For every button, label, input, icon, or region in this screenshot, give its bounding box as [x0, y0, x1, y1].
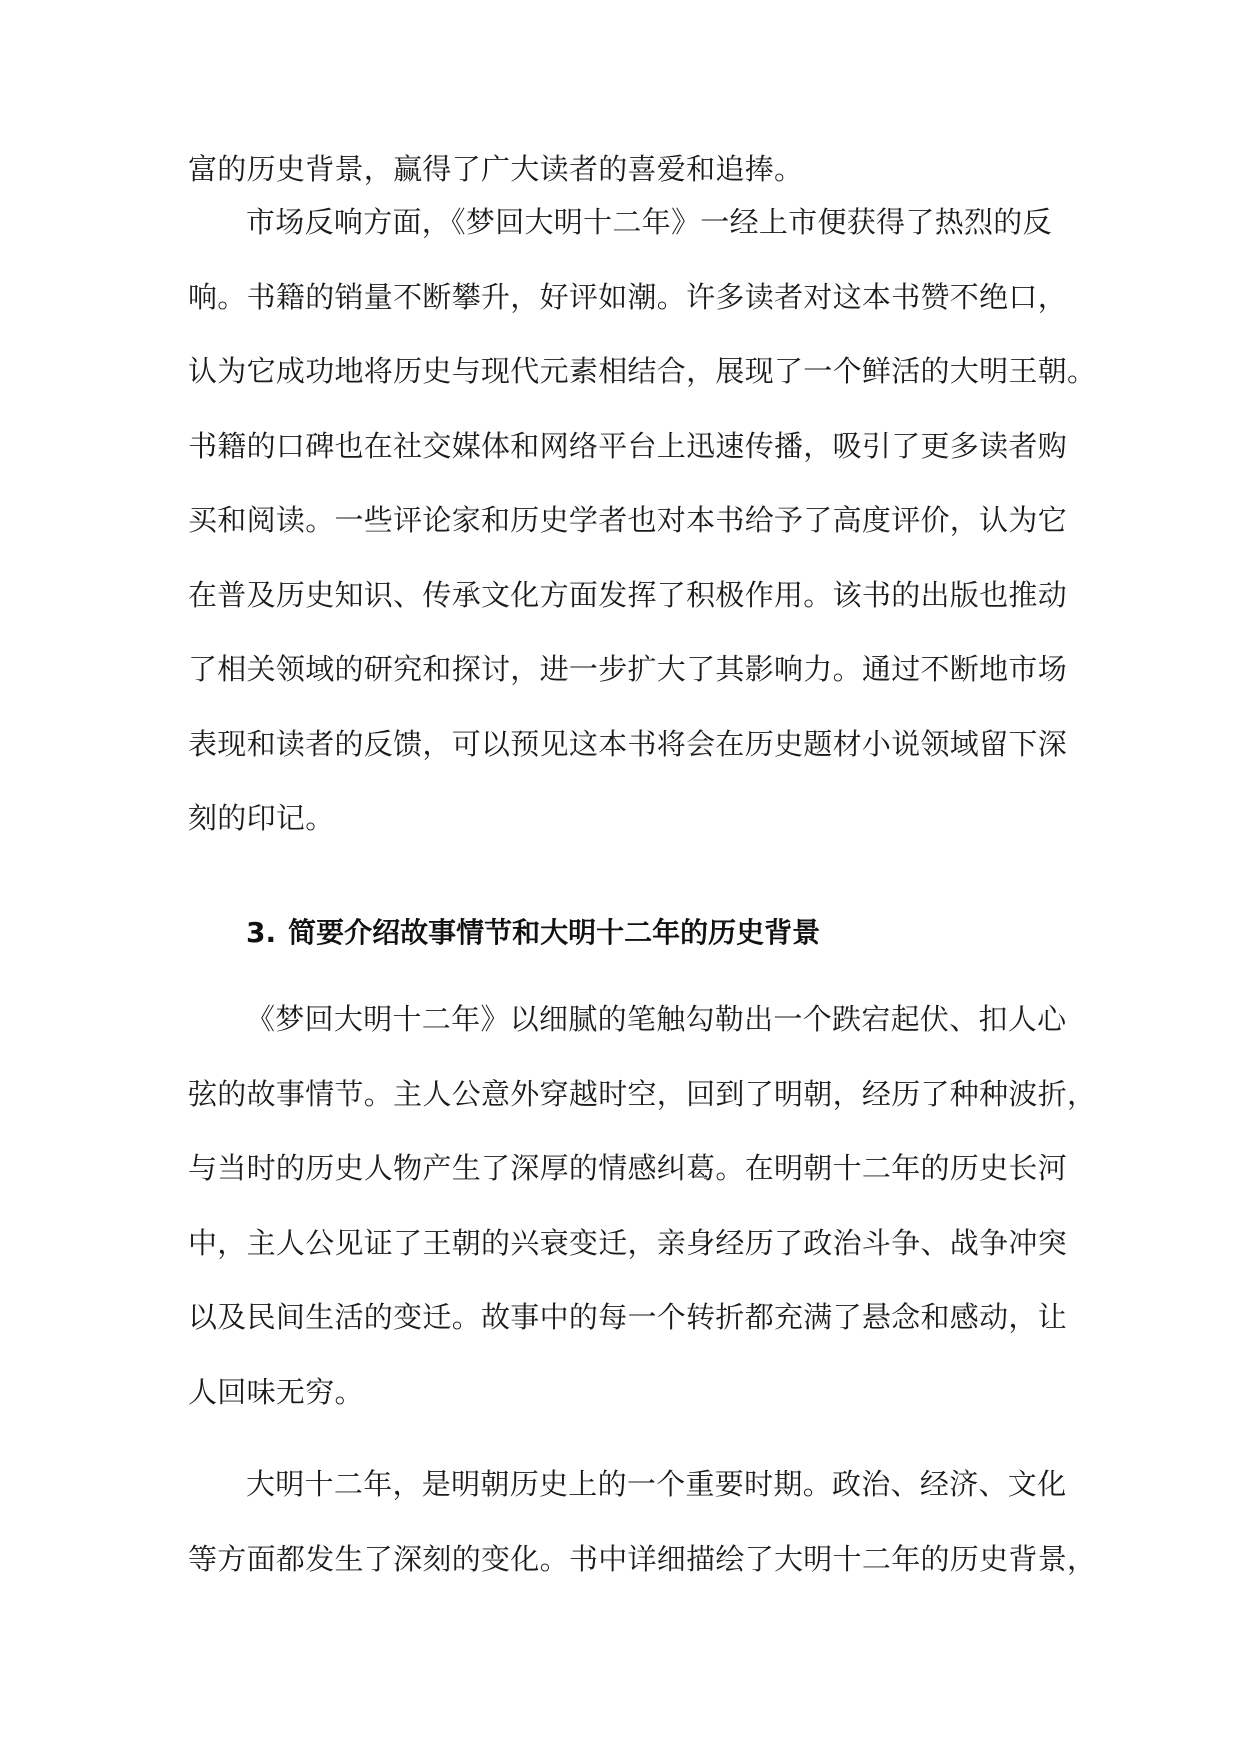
paragraph-line: 表现和读者的反馈，可以预见这本书将会在历史题材小说领域留下深	[188, 726, 1068, 761]
paragraph-line: 以及民间生活的变迁。故事中的每一个转折都充满了悬念和感动，让	[188, 1300, 1068, 1334]
paragraph-line: 中，主人公见证了王朝的兴衰变迁，亲身经历了政治斗争、战争冲突	[188, 1225, 1068, 1260]
paragraph-line: 书籍的口碑也在社交媒体和网络平台上迅速传播，吸引了更多读者购	[188, 428, 1068, 463]
paragraph-line: 人回味无穷。	[188, 1374, 364, 1409]
paragraph-2	[188, 185, 1097, 856]
paragraph-line: 弦的故事情节。主人公意外穿越时空，回到了明朝，经历了种种波折，	[188, 1076, 1097, 1111]
paragraph-line: 了相关领域的研究和探讨，进一步扩大了其影响力。通过不断地市场	[188, 652, 1068, 686]
paragraph-line: 响。书籍的销量不断攀升，好评如潮。许多读者对这本书赞不绝口，	[188, 279, 1068, 314]
section-title: 简要介绍故事情节和大明十二年的历史背景	[288, 916, 821, 949]
paragraph-line: 买和阅读。一些评论家和历史学者也对本书给予了高度评价，认为它	[188, 503, 1068, 537]
section-number: 3.	[246, 916, 277, 949]
paragraph-line: 市场反响方面，《梦回大明十二年》一经上市便获得了热烈的反	[246, 205, 1052, 239]
paragraph-line: 与当时的历史人物产生了深厚的情感纠葛。在明朝十二年的历史长河	[188, 1151, 1068, 1185]
paragraph-line: 《梦回大明十二年》以细腻的笔触勾勒出一个跌宕起伏、扣人心	[246, 1002, 1067, 1036]
section-heading	[246, 913, 820, 953]
paragraph-4	[188, 1447, 1097, 1596]
paragraph-line: 等方面都发生了深刻的变化。书中详细描绘了大明十二年的历史背景，	[188, 1541, 1097, 1576]
paragraph-line: 大明十二年，是明朝历史上的一个重要时期。政治、经济、文化	[246, 1467, 1067, 1501]
paragraph-line: 认为它成功地将历史与现代元素相结合，展现了一个鲜活的大明王朝。	[188, 354, 1097, 388]
paragraph-line: 富的历史背景，赢得了广大读者的喜爱和追捧。	[188, 152, 804, 186]
paragraph-3	[188, 982, 1097, 1429]
paragraph-line: 在普及历史知识、传承文化方面发挥了积极作用。该书的出版也推动	[188, 577, 1068, 612]
paragraph-line: 刻的印记。	[188, 801, 335, 835]
